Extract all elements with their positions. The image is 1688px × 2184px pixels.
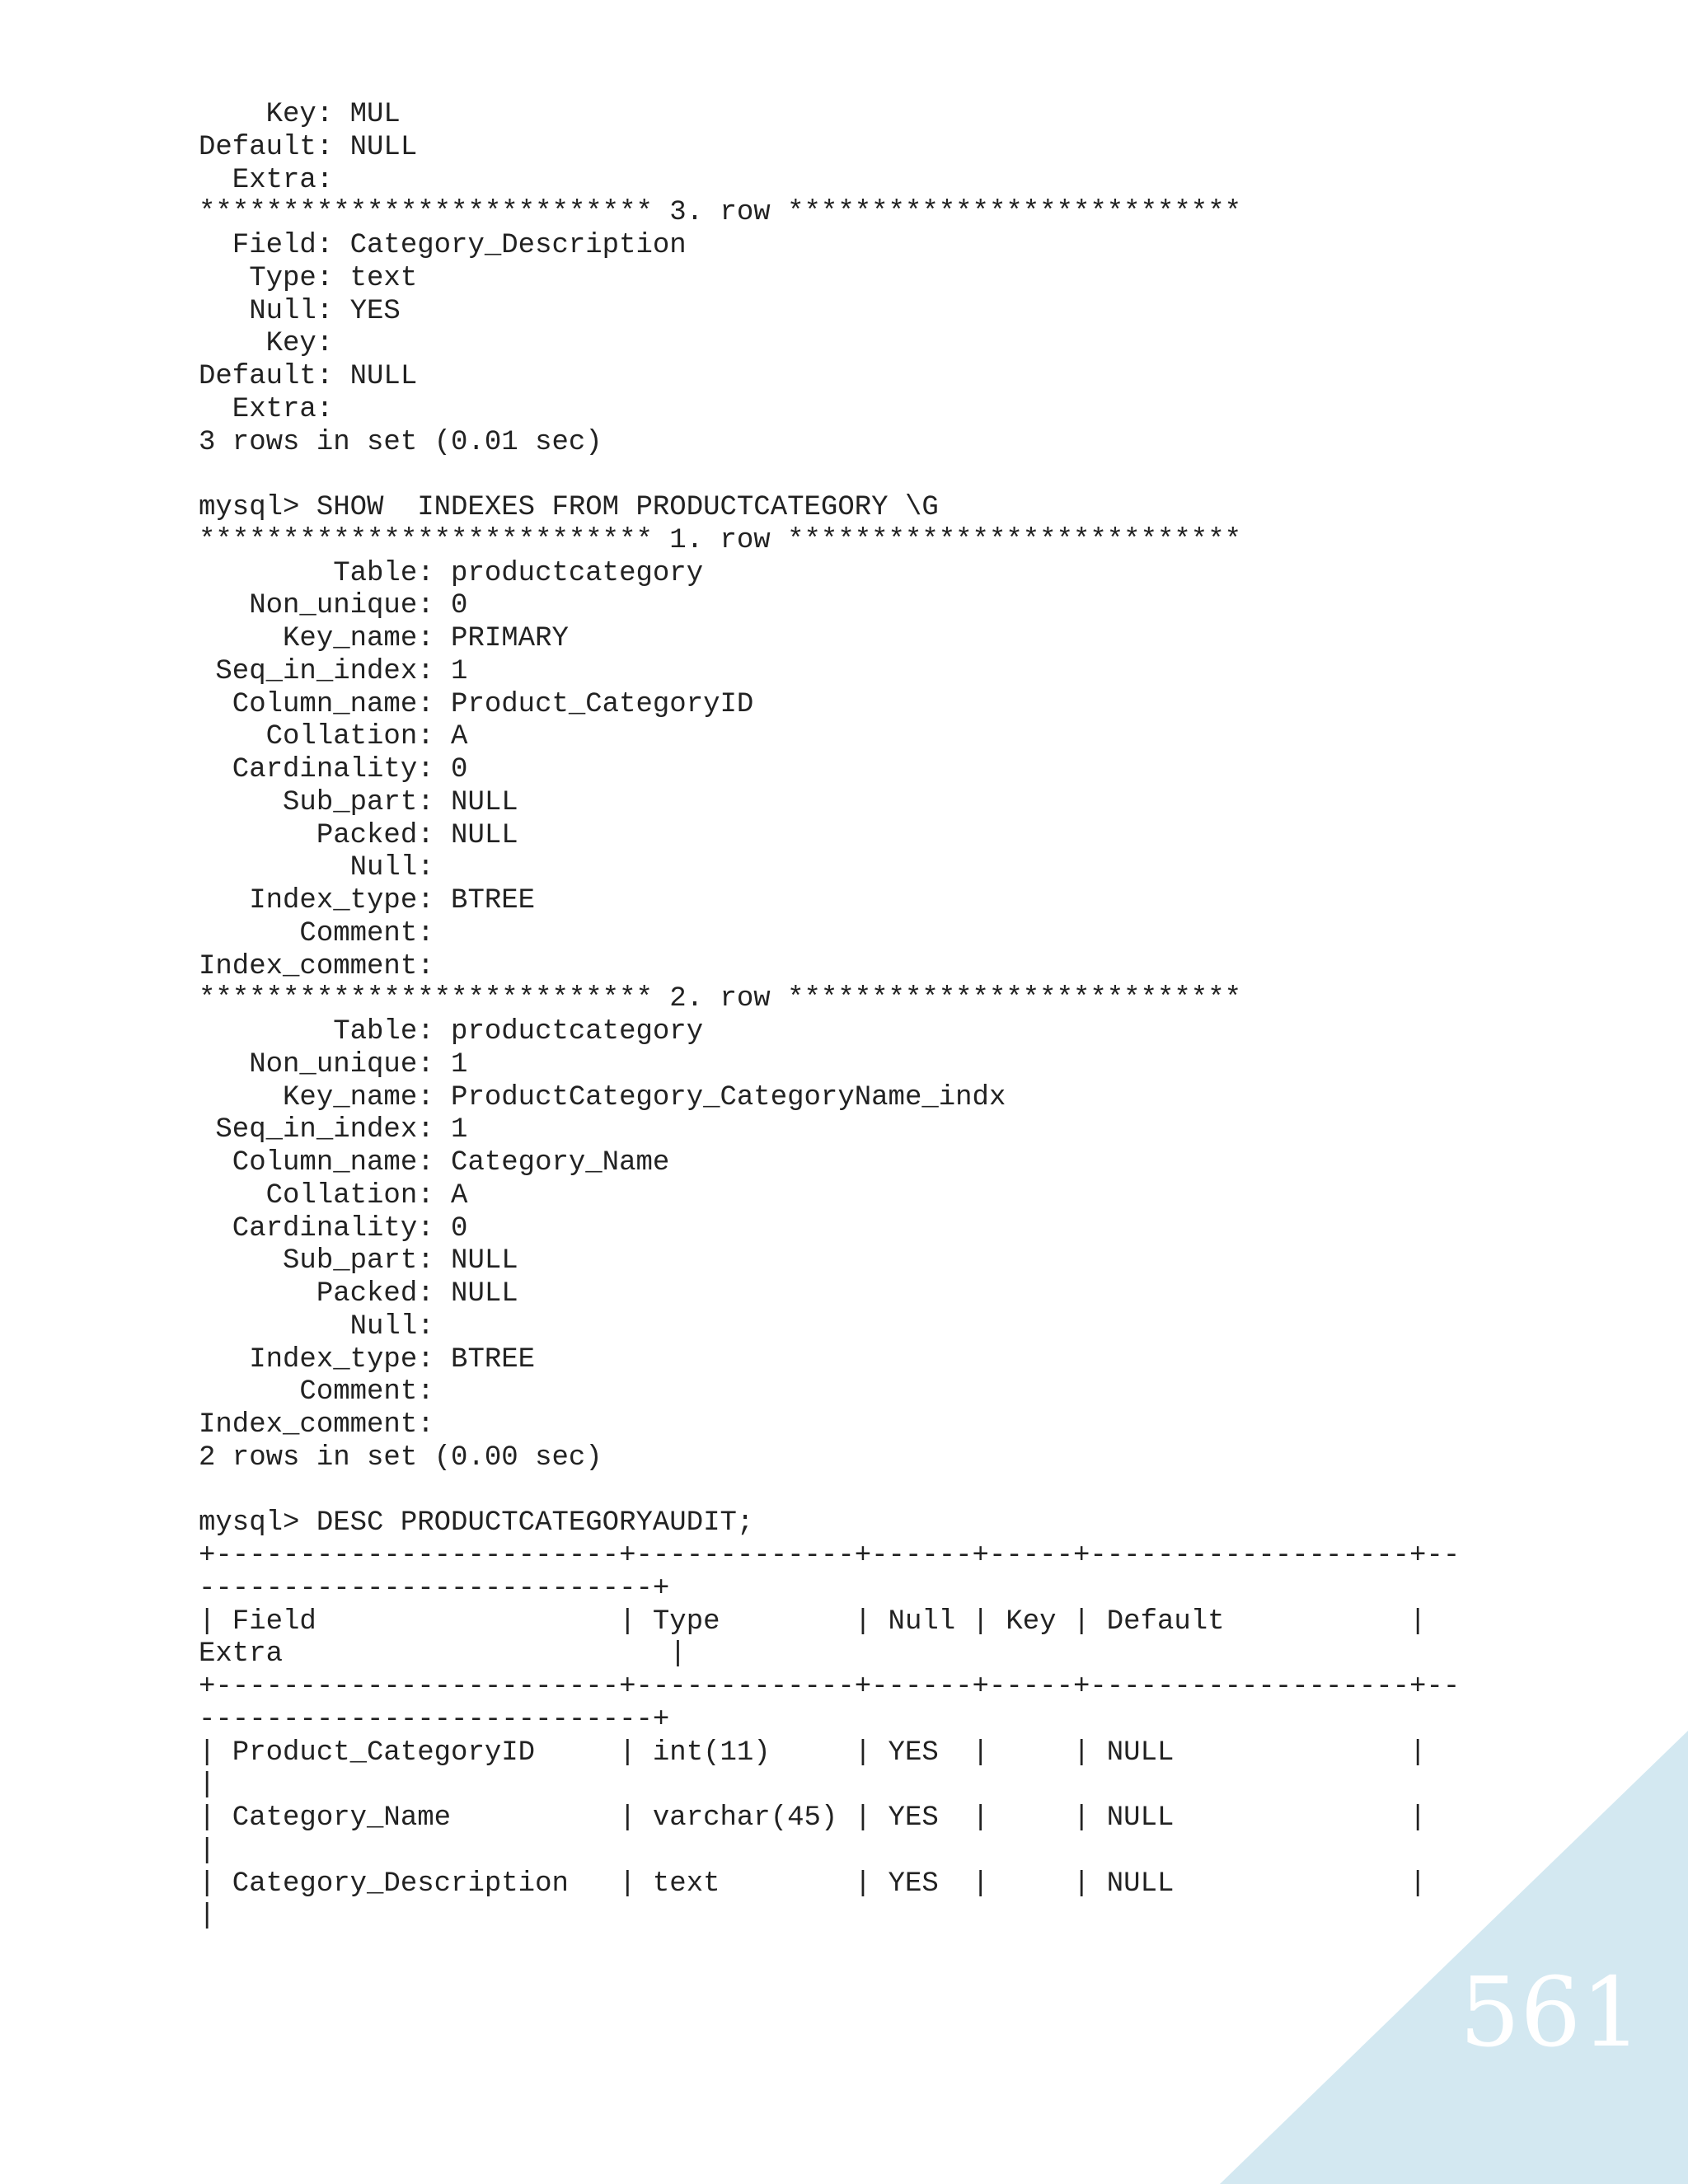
code-line: Table: productcategory: [199, 1016, 704, 1047]
code-line: Seq_in_index: 1: [199, 655, 468, 687]
code-line: Comment:: [199, 1376, 434, 1408]
code-line: |: [199, 1769, 216, 1802]
code-line: ---------------------------+: [199, 1704, 670, 1736]
code-line: |: [199, 1900, 216, 1933]
code-line: 3 rows in set (0.01 sec): [199, 426, 603, 458]
code-line: Packed: NULL: [199, 1278, 518, 1310]
mysql-console-output: [199, 99, 1460, 1933]
code-line: Non_unique: 0: [199, 590, 468, 622]
code-line: Default: NULL: [199, 361, 418, 392]
code-line: | Category_Name | varchar(45) | YES | | NULL |: [199, 1802, 1427, 1834]
code-line: *************************** 2. row ***************************: [199, 983, 1242, 1015]
code-line: Key_name: ProductCategory_CategoryName_indx: [199, 1081, 1006, 1113]
code-line: | Category_Description | text | YES | | NULL |: [199, 1868, 1427, 1900]
page-number: 561: [1459, 1957, 1642, 2069]
code-line: | Product_CategoryID | int(11) | YES | | NULL |: [199, 1736, 1427, 1769]
code-line: |: [199, 1835, 216, 1867]
code-line: Table: productcategory: [199, 557, 704, 589]
code-line: | Field | Type | Null | Key | Default |: [199, 1605, 1427, 1638]
code-line: Null:: [199, 1310, 434, 1343]
code-line: Key:: [199, 328, 334, 360]
code-line: 2 rows in set (0.00 sec): [199, 1441, 603, 1474]
code-line: Seq_in_index: 1: [199, 1114, 468, 1146]
code-line: Packed: NULL: [199, 819, 518, 851]
code-line: ---------------------------+: [199, 1572, 670, 1605]
code-line: Column_name: Product_CategoryID: [199, 688, 754, 720]
code-line: Index_type: BTREE: [199, 885, 536, 916]
code-line: Key: MUL: [199, 99, 401, 130]
code-line: Non_unique: 1: [199, 1048, 468, 1080]
code-line: Cardinality: 0: [199, 1212, 468, 1244]
code-line: +------------------------+-------------+------+-----+-------------------+--: [199, 1540, 1461, 1572]
code-line: *************************** 3. row ***************************: [199, 197, 1242, 229]
code-line: Comment:: [199, 917, 434, 949]
code-line: Type: text: [199, 262, 418, 294]
code-line: Column_name: Category_Name: [199, 1147, 670, 1179]
code-line: [199, 459, 1460, 492]
code-line: Index_type: BTREE: [199, 1343, 536, 1376]
code-line: Cardinality: 0: [199, 754, 468, 785]
code-line: Default: NULL: [199, 131, 418, 163]
code-line: Extra:: [199, 393, 334, 425]
code-line: Collation: A: [199, 721, 468, 753]
code-line: Extra |: [199, 1638, 687, 1671]
code-line: Field: Category_Description: [199, 230, 687, 261]
code-line: *************************** 1. row ***************************: [199, 524, 1242, 556]
code-line: +------------------------+-------------+------+-----+-------------------+--: [199, 1671, 1461, 1703]
code-line: Collation: A: [199, 1179, 468, 1212]
code-line: Sub_part: NULL: [199, 1245, 518, 1277]
code-line: Index_comment:: [199, 1409, 434, 1441]
code-line: Sub_part: NULL: [199, 786, 518, 818]
code-line: Null: YES: [199, 295, 401, 327]
code-line: mysql> DESC PRODUCTCATEGORYAUDIT;: [199, 1507, 754, 1540]
code-line: Key_name: PRIMARY: [199, 623, 569, 654]
code-line: mysql> SHOW INDEXES FROM PRODUCTCATEGORY \G: [199, 492, 939, 523]
code-line: Null:: [199, 852, 434, 884]
code-line: [199, 1475, 1460, 1508]
code-line: Index_comment:: [199, 950, 434, 982]
code-line: Extra:: [199, 164, 334, 196]
